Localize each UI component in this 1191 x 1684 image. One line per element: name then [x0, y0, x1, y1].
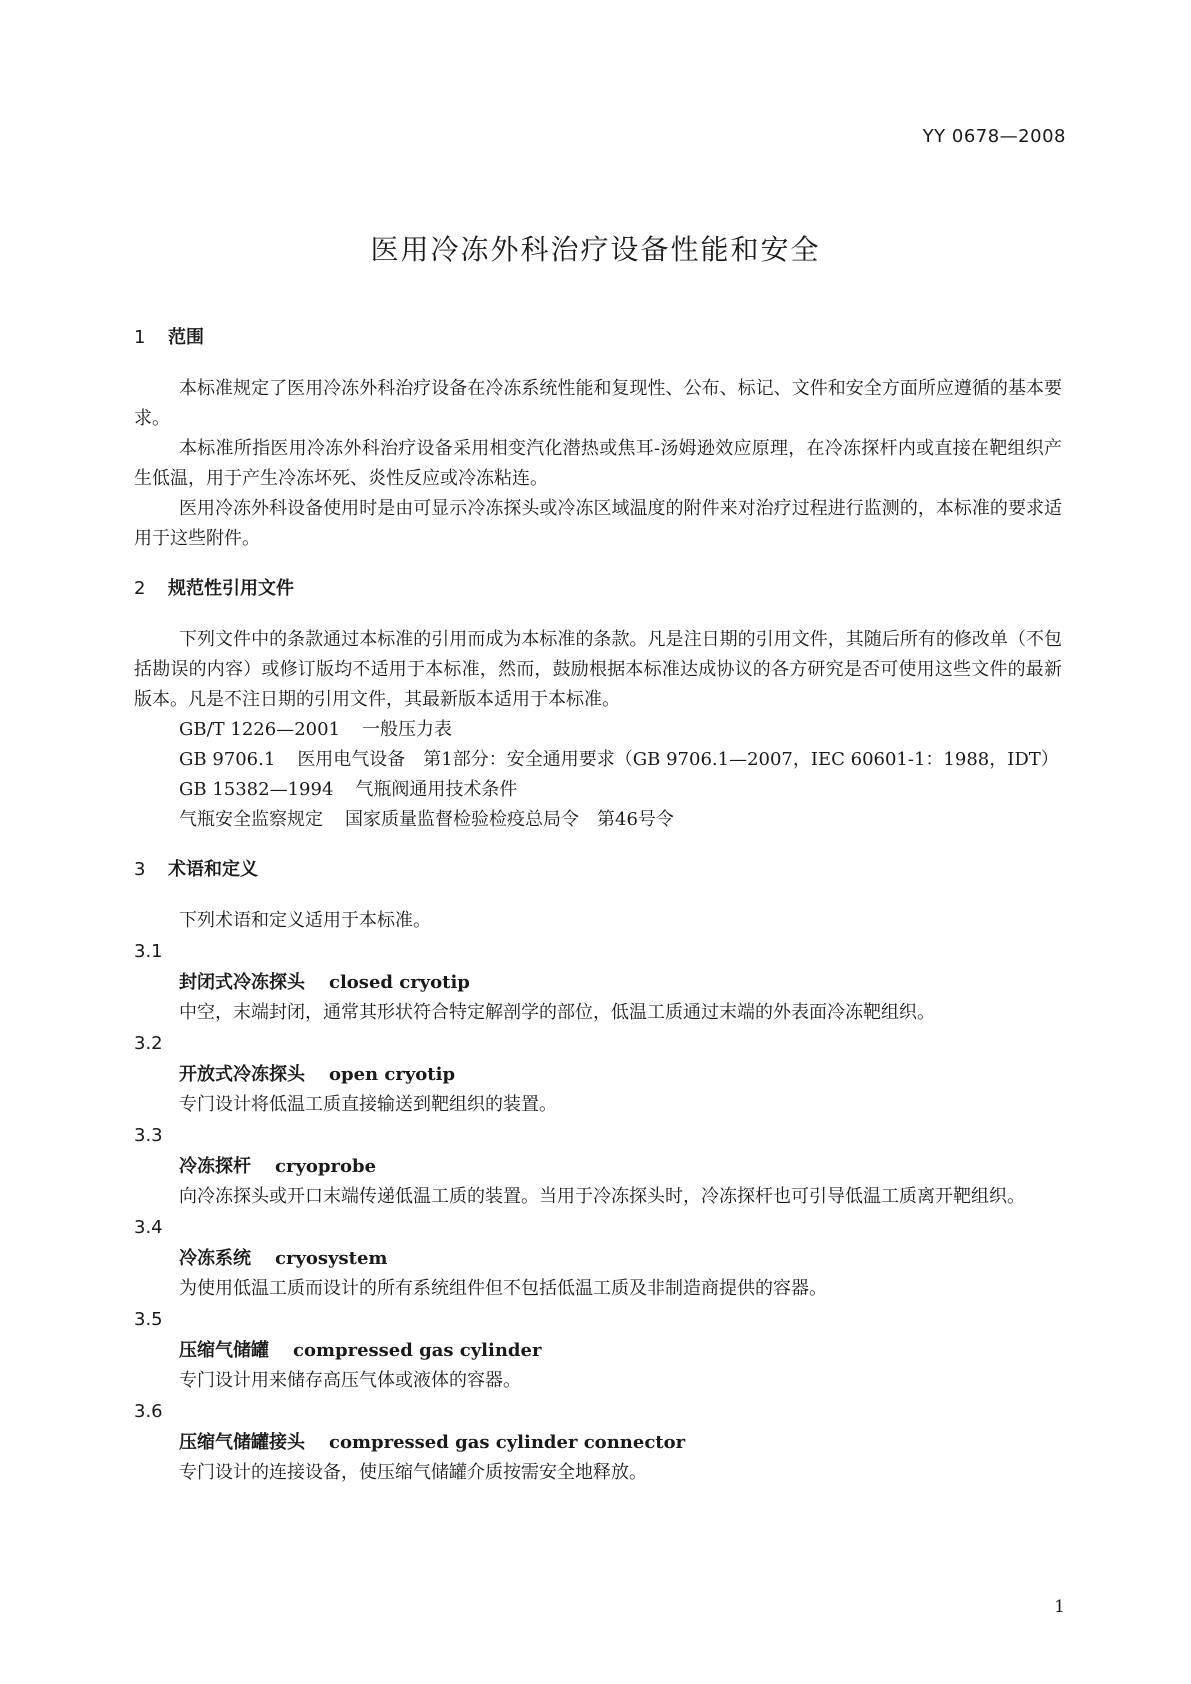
term-chinese: 开放式冷冻探头 — [179, 1064, 305, 1085]
reference-item — [134, 805, 1062, 835]
section-number: 3 — [134, 859, 146, 880]
term-chinese: 压缩气储罐 — [179, 1340, 269, 1361]
term-definition: 专门设计的连接设备，使压缩气储罐介质按需安全地释放。 — [179, 1462, 647, 1483]
term-chinese: 冷冻系统 — [179, 1248, 251, 1269]
term-entry — [134, 1335, 1062, 1366]
document-body — [134, 323, 1062, 1488]
term-english: compressed gas cylinder connector — [329, 1432, 686, 1453]
section-heading-scope — [134, 323, 1062, 352]
spacer — [134, 835, 1062, 855]
term-english: closed cryotip — [329, 972, 470, 993]
reference-code: GB 9706.1 — [179, 749, 276, 770]
section-number: 1 — [134, 327, 146, 348]
section-title: 术语和定义 — [168, 859, 258, 880]
term-definition: 向冷冻探头或开口末端传递低温工质的装置。当用于冷冻探头时，冷冻探杆也可引导低温工质离开靶组织。 — [179, 1186, 1025, 1207]
term-chinese: 压缩气储罐接头 — [179, 1432, 305, 1453]
paragraph: 本标准所指医用冷冻外科治疗设备采用相变汽化潜热或焦耳-汤姆逊效应原理，在冷冻探杆内或直接在靶组织产生低温，用于产生冷冻坏死、炎性反应或冷冻粘连。 — [134, 438, 1062, 489]
reference-title: 一般压力表 — [362, 719, 453, 740]
section-number: 2 — [134, 578, 146, 599]
term-entry — [134, 1243, 1062, 1274]
term-entry — [134, 1427, 1062, 1458]
term-chinese: 封闭式冷冻探头 — [179, 972, 305, 993]
spacer — [134, 352, 1062, 374]
reference-code: 气瓶安全监察规定 — [179, 809, 323, 830]
reference-item — [134, 715, 1062, 745]
section-title: 范围 — [168, 327, 204, 348]
spacer — [134, 554, 1062, 574]
term-entry — [134, 1059, 1062, 1090]
term-english: cryoprobe — [275, 1156, 377, 1177]
section-heading-normative-references — [134, 574, 1062, 603]
term-definition: 专门设计将低温工质直接输送到靶组织的装置。 — [179, 1094, 557, 1115]
term-number: 3.1 — [134, 941, 163, 962]
paragraph: 医用冷冻外科设备使用时是由可显示冷冻探头或冷冻区域温度的附件来对治疗过程进行监测的，本标准的要求适用于这些附件。 — [134, 498, 1062, 549]
reference-title: 气瓶阀通用技术条件 — [355, 779, 518, 800]
document-title: 医用冷冻外科治疗设备性能和安全 — [370, 233, 821, 266]
reference-code: GB 15382—1994 — [179, 779, 334, 800]
section-title: 规范性引用文件 — [168, 578, 294, 599]
term-english: compressed gas cylinder — [293, 1340, 542, 1361]
page-number: 1 — [1054, 1597, 1065, 1617]
reference-item — [134, 775, 1062, 805]
reference-item — [134, 745, 1062, 775]
spacer — [134, 603, 1062, 625]
term-english: open cryotip — [329, 1064, 456, 1085]
reference-title: 国家质量监督检验检疫总局令 第46号令 — [345, 809, 674, 830]
term-chinese: 冷冻探杆 — [179, 1156, 251, 1177]
paragraph: 下列文件中的条款通过本标准的引用而成为本标准的条款。凡是注日期的引用文件，其随后所有的修改单（不包括勘误的内容）或修订版均不适用于本标准，然而，鼓励根据本标准达成协议的各方研究是否可使用这些文件的最新版本。凡是不注日期的引用文件，其最新版本适用于本标准。 — [134, 629, 1062, 710]
spacer — [134, 884, 1062, 906]
term-number: 3.6 — [134, 1401, 163, 1422]
reference-code: GB/T 1226—2001 — [179, 719, 341, 740]
paragraph: 下列术语和定义适用于本标准。 — [179, 910, 431, 931]
term-definition: 为使用低温工质而设计的所有系统组件但不包括低温工质及非制造商提供的容器。 — [179, 1278, 827, 1299]
term-definition: 专门设计用来储存高压气体或液体的容器。 — [179, 1370, 521, 1391]
term-entry — [134, 967, 1062, 998]
term-number: 3.2 — [134, 1033, 163, 1054]
term-number: 3.4 — [134, 1217, 163, 1238]
term-definition: 中空，末端封闭，通常其形状符合特定解剖学的部位，低温工质通过末端的外表面冷冻靶组织。 — [179, 1002, 935, 1023]
term-english: cryosystem — [275, 1248, 388, 1269]
term-entry — [134, 1151, 1062, 1182]
term-number: 3.3 — [134, 1125, 163, 1146]
paragraph: 本标准规定了医用冷冻外科治疗设备在冷冻系统性能和复现性、公布、标记、文件和安全方面所应遵循的基本要求。 — [134, 378, 1062, 429]
reference-title: 医用电气设备 第1部分：安全通用要求（GB 9706.1—2007，IEC 60601-1：1988，IDT） — [297, 749, 1059, 770]
term-number: 3.5 — [134, 1309, 163, 1330]
standard-code: YY 0678—2008 — [922, 126, 1066, 147]
section-heading-terms-definitions — [134, 855, 1062, 884]
